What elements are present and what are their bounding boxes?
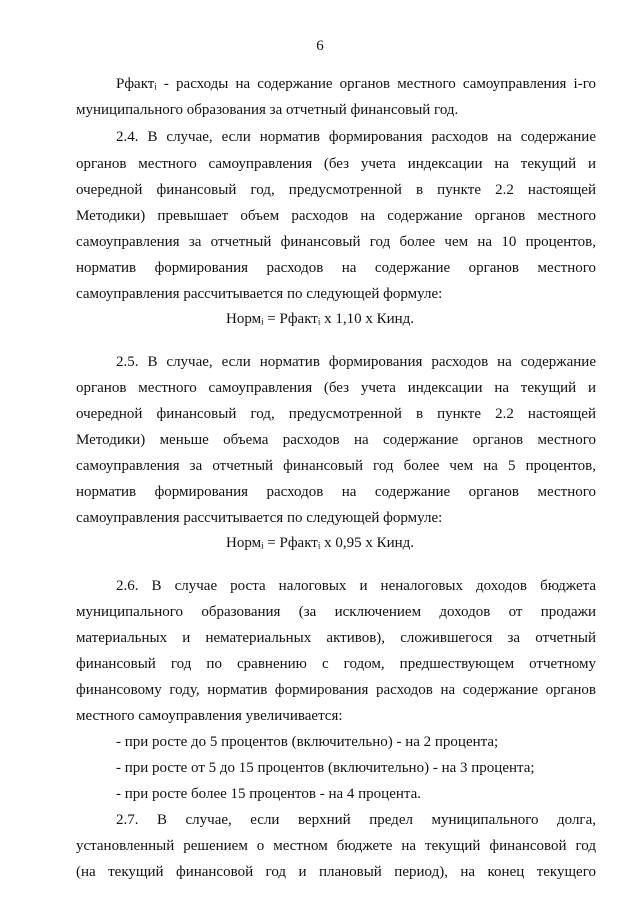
paragraph-line: органов местного самоуправления (без учета индексации на текущий и	[76, 156, 596, 172]
paragraph-line: органов местного самоуправления (без учета индексации на текущий и	[76, 380, 596, 396]
paragraph-line: самоуправления рассчитывается по следующей формуле:	[76, 286, 443, 302]
paragraph-line: очередной финансовый год, предусмотренной в пункте 2.2 настоящей	[76, 182, 596, 198]
paragraph-line: муниципального образования за отчетный финансовый год.	[76, 102, 459, 118]
paragraph-line: Методики) меньше объема расходов на содержание органов местного	[76, 432, 596, 448]
paragraph-line: финансовому году, норматив формирования расходов на содержание органов	[76, 682, 596, 698]
paragraph-line: 2.4. В случае, если норматив формирования расходов на содержание	[116, 129, 596, 145]
paragraph-line: установленный решением о местном бюджете на текущий финансовой год	[76, 838, 596, 854]
formula-line: Нормᵢ = Рфактᵢ х 0,95 х Кинд.	[225, 535, 415, 551]
paragraph-line: очередной финансовый год, предусмотренной в пункте 2.2 настоящей	[76, 406, 596, 422]
paragraph-line: Методики) превышает объем расходов на содержание органов местного	[76, 208, 596, 224]
paragraph-line: - при росте более 15 процентов - на 4 процента.	[116, 786, 422, 802]
paragraph-line: муниципального образования (за исключением доходов от продажи	[76, 604, 596, 620]
paragraph-line: - при росте до 5 процентов (включительно) - на 2 процента;	[116, 734, 499, 750]
paragraph-line: Рфактᵢ - расходы на содержание органов местного самоуправления i-го	[116, 76, 596, 92]
paragraph-line: материальных и нематериальных активов), сложившегося за отчетный	[76, 630, 596, 646]
formula-line: Нормᵢ = Рфактᵢ х 1,10 х Кинд.	[225, 311, 415, 327]
paragraph-line: самоуправления за отчетный финансовый год более чем на 5 процентов,	[76, 458, 596, 474]
paragraph-line: местного самоуправления увеличивается:	[76, 708, 343, 724]
paragraph-line: - при росте от 5 до 15 процентов (включительно) - на 3 процента;	[116, 760, 535, 776]
paragraph-line: (на текущий финансовой год и плановый период), на конец текущего	[76, 864, 596, 880]
paragraph-line: 2.5. В случае, если норматив формирования расходов на содержание	[116, 354, 596, 370]
paragraph-line: самоуправления рассчитывается по следующей формуле:	[76, 510, 443, 526]
paragraph-line: 2.7. В случае, если верхний предел муниципального долга,	[116, 812, 596, 828]
paragraph-line: норматив формирования расходов на содержание органов местного	[76, 260, 596, 276]
paragraph-line: финансовый год по сравнению с годом, предшествующем отчетному	[76, 656, 596, 672]
page-number: 6	[316, 38, 324, 54]
paragraph-line: норматив формирования расходов на содержание органов местного	[76, 484, 596, 500]
paragraph-line: самоуправления за отчетный финансовый год более чем на 10 процентов,	[76, 234, 596, 250]
paragraph-line: 2.6. В случае роста налоговых и неналоговых доходов бюджета	[116, 578, 596, 594]
